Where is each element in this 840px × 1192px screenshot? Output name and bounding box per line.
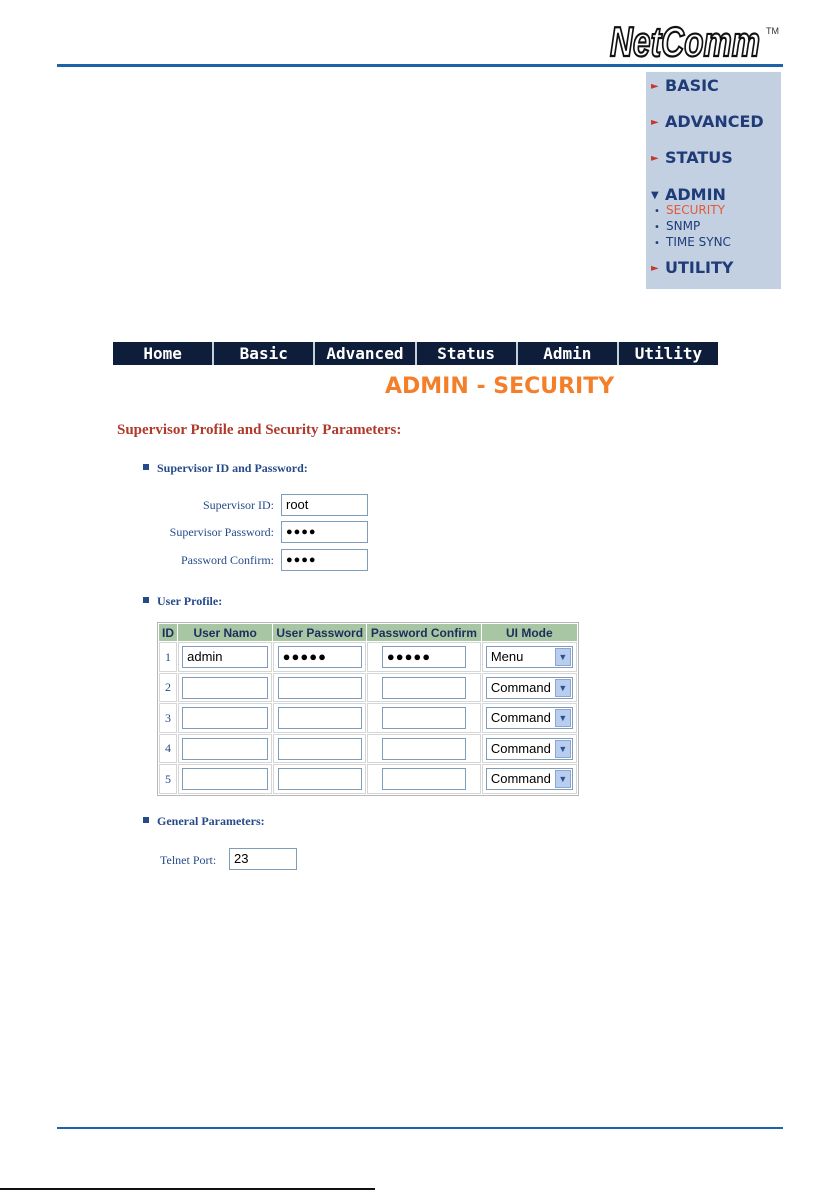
sidebar-item-basic[interactable] [651,76,719,95]
user-name-input[interactable] [182,768,268,790]
section-title: Supervisor Profile and Security Parameters: [117,422,402,438]
sidebar-item-label: ADMIN [665,185,726,204]
col-header-user-name: User Namo [178,624,272,641]
supervisor-id-input[interactable]: root [281,494,368,516]
bullet-icon: • [654,222,660,233]
sidebar-item-utility[interactable] [651,258,734,277]
square-bullet-icon [143,464,149,470]
user-password-input[interactable] [278,768,362,790]
chevron-down-icon[interactable]: ▼ [555,740,571,758]
user-profile-table [157,622,579,796]
ui-mode-select[interactable]: Command ▼ [486,677,573,699]
user-name-input[interactable]: admin [182,646,268,668]
col-header-ui-mode: UI Mode [482,624,577,641]
sidebar-nav [646,72,781,289]
sidebar-item-label: STATUS [665,148,733,167]
sidebar-subitem-security[interactable]: • SECURITY [654,203,725,217]
sidebar-subitem-time-sync[interactable]: • TIME SYNC [654,235,731,249]
chevron-down-icon[interactable]: ▼ [555,770,571,788]
chevron-down-icon[interactable]: ▼ [555,679,571,697]
user-name-input[interactable] [182,677,268,699]
table-row [159,764,577,794]
square-bullet-icon [143,817,149,823]
ui-mode-select[interactable]: Command ▼ [486,738,573,760]
row-id: 4 [159,734,177,764]
telnet-port-label: Telnet Port: [160,853,217,867]
table-row [159,734,577,764]
trademark: TM [766,26,779,36]
table-header-row [159,624,577,641]
supervisor-password-input[interactable]: ●●●● [281,521,368,543]
arrow-right-icon: ► [651,81,659,92]
chevron-down-icon[interactable]: ▼ [555,709,571,727]
col-header-password-confirm: Password Confirm [367,624,481,641]
table-row [159,673,577,703]
page-cut-artifact [0,1188,375,1190]
tab-advanced[interactable]: Advanced [315,342,416,365]
netcomm-logo [608,14,784,64]
footer-rule [57,1127,783,1129]
sidebar-item-admin[interactable] [651,185,726,204]
password-confirm-input[interactable] [382,707,466,729]
row-id: 2 [159,673,177,703]
user-name-input[interactable] [182,738,268,760]
logo-text: NetComm [610,18,760,64]
header-rule [57,64,783,67]
top-nav-bar [113,342,718,365]
user-password-input[interactable] [278,738,362,760]
password-confirm-input[interactable] [382,738,466,760]
password-confirm-input[interactable]: ●●●●● [382,646,466,668]
arrow-right-icon: ► [651,263,659,274]
arrow-right-icon: ► [651,117,659,128]
ui-mode-select[interactable]: Command ▼ [486,768,573,790]
col-header-id: ID [159,624,177,641]
row-id: 1 [159,642,177,672]
tab-basic[interactable]: Basic [214,342,315,365]
tab-admin[interactable]: Admin [518,342,619,365]
supervisor-heading: Supervisor ID and Password: [143,461,308,476]
supervisor-id-label: Supervisor ID: [203,498,274,512]
col-header-user-password: User Password [273,624,366,641]
password-confirm-label: Password Confirm: [181,553,274,567]
tab-utility[interactable]: Utility [634,344,703,363]
square-bullet-icon [143,597,149,603]
user-password-input[interactable]: ●●●●● [278,646,362,668]
password-confirm-input[interactable] [382,677,466,699]
sidebar-subitem-snmp[interactable]: • SNMP [654,219,701,233]
arrow-right-icon: ► [651,153,659,164]
sidebar-item-label: ADVANCED [665,112,764,131]
user-name-input[interactable] [182,707,268,729]
tab-status[interactable]: Status [417,342,518,365]
user-password-input[interactable] [278,707,362,729]
general-parameters-heading: General Parameters: [143,814,265,829]
sidebar-item-status[interactable] [651,148,733,167]
ui-mode-select[interactable]: Command ▼ [486,707,573,729]
row-id: 5 [159,764,177,794]
sidebar-item-label: UTILITY [665,258,734,277]
telnet-port-input[interactable]: 23 [229,848,297,870]
row-id: 3 [159,703,177,733]
sidebar-item-label: BASIC [665,76,719,95]
tab-home[interactable]: Home [113,342,214,365]
bullet-icon: • [654,206,660,217]
table-row [159,703,577,733]
supervisor-password-confirm-input[interactable]: ●●●● [281,549,368,571]
page-title: ADMIN - SECURITY [385,374,615,399]
arrow-down-icon: ▼ [651,190,659,201]
user-profile-heading: User Profile: [143,594,222,609]
table-row [159,642,577,672]
ui-mode-select[interactable]: Menu ▼ [486,646,573,668]
chevron-down-icon[interactable]: ▼ [555,648,571,666]
sidebar-item-advanced[interactable] [651,112,764,131]
supervisor-password-label: Supervisor Password: [169,525,274,539]
bullet-icon: • [654,238,660,249]
password-confirm-input[interactable] [382,768,466,790]
user-password-input[interactable] [278,677,362,699]
